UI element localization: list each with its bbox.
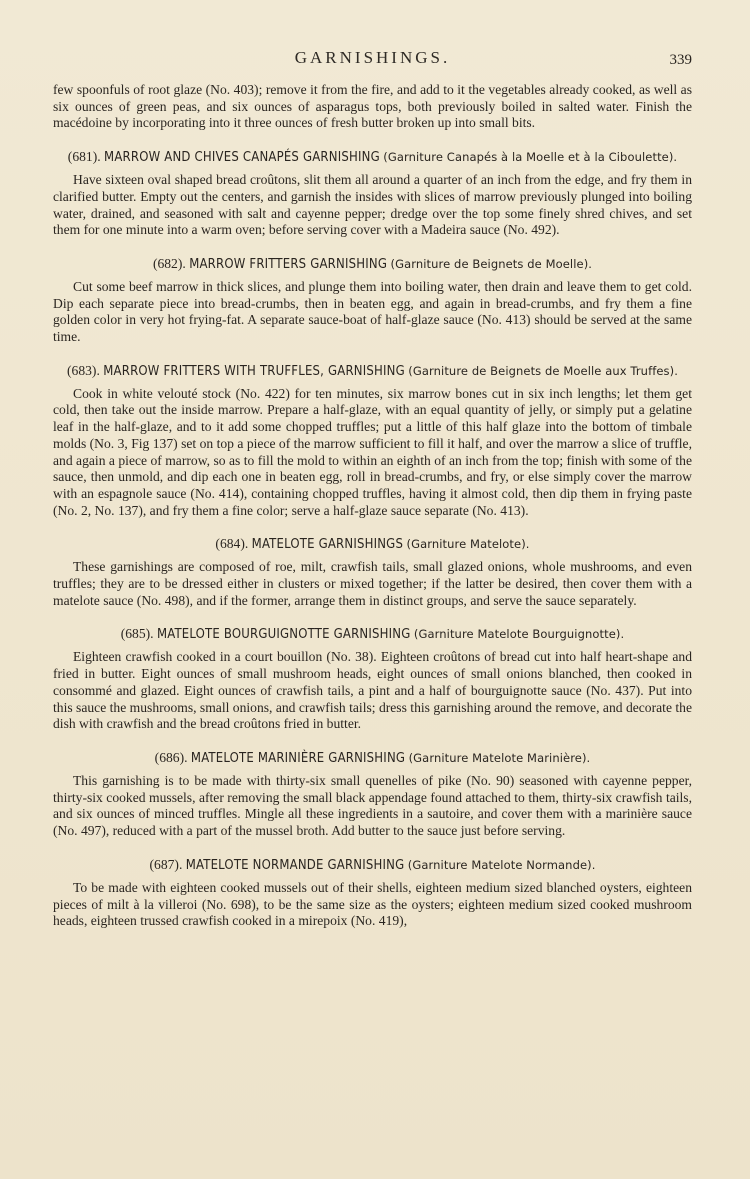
recipe-heading <box>53 255 692 273</box>
page-header <box>53 48 692 82</box>
recipe-title: MATELOTE BOURGUIGNOTTE GARNISHING <box>156 627 411 643</box>
recipe-heading <box>53 749 692 767</box>
recipe-title: MATELOTE MARINIÈRE GARNISHING <box>190 750 406 766</box>
recipe-section-682 <box>53 255 692 346</box>
recipe-body: Cook in white velouté stock (No. 422) for ten minutes, six marrow bones cut in six inch lengths; let them get cold, then take out the inside marrow. Prepare a half-glaze, with an equal quantity of jelly, or simply put a gelatine leaf in the half-glaze, and to it add some chopped truffles; put a little of this half glaze into the bottom of timbale molds (No. 3, Fig 137) set on top a piece of the marrow sufficient to fill it half, and over the marrow a slice of truffle, and again a piece of marrow, so as to fill the mold to within an eighth of an inch from the top; finish with some of the sauce, then unmold, and dip each one in beaten egg, roll in bread-crumbs, and fry, or else simply cover the marrow with an espagnole sauce (No. 414), containing chopped truffles, having it almost cold, then dip them in frying paste (No. 2, No. 137), and fry them a fine color; serve a half-glaze sauce separate (No. 413). <box>53 385 692 518</box>
recipe-heading <box>53 148 692 166</box>
recipe-number: (681). <box>67 149 101 165</box>
recipe-number: (683). <box>67 362 100 378</box>
recipe-french-title: (Garniture Matelote Marinière). <box>408 750 591 765</box>
recipe-title: MARROW FRITTERS GARNISHING <box>189 256 388 272</box>
recipe-section-683 <box>53 362 692 520</box>
recipe-french-title: (Garniture Canapés à la Moelle et à la Ciboulette). <box>383 150 678 165</box>
recipe-french-title: (Garniture Matelote Normande). <box>407 857 596 872</box>
recipe-french-title: (Garniture de Beignets de Moelle). <box>390 256 593 271</box>
recipe-french-title: (Garniture Matelote). <box>406 537 530 552</box>
recipe-section-685 <box>53 625 692 733</box>
recipe-body: Cut some beef marrow in thick slices, and plunge them into boiling water, then drain and leave them to get cold. Dip each separate piece into bread-crumbs, then in beaten egg, and again in bread-crumbs, and fry them a fine golden color in very hot frying-fat. A separate sauce-boat of half-glaze sauce (No. 413) should be served at the same time. <box>53 278 692 345</box>
recipe-body: Have sixteen oval shaped bread croûtons, slit them all around a quarter of an inch from the edge, and fry them in clarified butter. Empty out the centers, and garnish the insides with slices of marrow previously plunged into boiling water, drained, and seasoned with salt and cayenne pepper; dredge over the top some finely shred chives, and set them for one minute into a warm oven; before serving cover with a Madeira sauce (No. 492). <box>53 172 692 238</box>
recipe-number: (686). <box>154 749 188 765</box>
recipe-title: MATELOTE GARNISHINGS <box>251 537 404 553</box>
recipe-section-687 <box>53 856 692 930</box>
page-number: 339 <box>669 52 692 68</box>
recipe-title: MARROW AND CHIVES CANAPÉS GARNISHING <box>104 150 380 166</box>
running-title: GARNISHINGS. <box>294 48 451 67</box>
recipe-number: (682). <box>152 255 186 271</box>
recipe-body: This garnishing is to be made with thirty-six small quenelles of pike (No. 90) seasoned with cayenne pepper, thirty-six cooked mussels, after removing the small black appendage found attached to them, thirty-six crawfish tails, and six ounces of minced truffles. Mingle all these ingredients in a sautoire, and cover them with a marinière sauce (No. 497), reduced with a part of the mussel broth. Add butter to the sauce just before serving. <box>53 772 692 839</box>
recipe-heading <box>53 362 692 380</box>
recipe-number: (684). <box>215 536 249 552</box>
recipe-french-title: (Garniture Matelote Bourguignotte). <box>413 627 625 642</box>
recipe-body: To be made with eighteen cooked mussels out of their shells, eighteen medium sized blanched oysters, eighteen pieces of milt à la villeroi (No. 698), to be the same size as the oysters; eighteen medium sized cooked mushroom heads, eighteen trussed crawfish cooked in a mirepoix (No. 419), <box>53 879 692 929</box>
recipe-heading <box>53 856 692 874</box>
recipe-section-686 <box>53 749 692 840</box>
recipe-heading <box>53 625 692 643</box>
recipe-number: (685). <box>120 626 154 642</box>
intro-paragraph: few spoonfuls of root glaze (No. 403); remove it from the fire, and add to it the vegetables already cooked, as well as six ounces of green peas, and six ounces of asparagus tops, both previously boiled in salted water. Finish the macédoine by incorporating into it three ounces of fresh butter broken up into small bits. <box>53 82 692 131</box>
recipe-section-681 <box>53 148 692 239</box>
recipe-body: These garnishings are composed of roe, milt, crawfish tails, small glazed onions, whole mushrooms, and even truffles; they are to be dressed either in clusters or mixed together; if the latter be desired, then cover them with a matelote sauce (No. 498), and if the former, arrange them in distinct groups, and serve the sauce separately. <box>53 559 692 608</box>
recipe-french-title: (Garniture de Beignets de Moelle aux Truffes). <box>408 363 678 378</box>
recipe-title: MARROW FRITTERS WITH TRUFFLES, GARNISHING <box>103 363 405 379</box>
recipe-number: (687). <box>149 856 183 872</box>
recipe-body: Eighteen crawfish cooked in a court bouillon (No. 38). Eighteen croûtons of bread cut into half heart-shape and fried in butter. Eight ounces of small mushroom heads, eight ounces of small onions blanched, then cooked in consommé and glazed. Eight ounces of crawfish tails, a pint and a half of bourguignotte sauce (No. 437). Put into this sauce the mushrooms, small onions, and crawfish tails; dress this garnishing around the remove, and decorate the dish with crawfish and the bread croûtons fried in butter. <box>53 649 692 732</box>
recipe-heading <box>53 535 692 553</box>
recipe-section-684 <box>53 535 692 609</box>
recipe-title: MATELOTE NORMANDE GARNISHING <box>185 857 405 873</box>
